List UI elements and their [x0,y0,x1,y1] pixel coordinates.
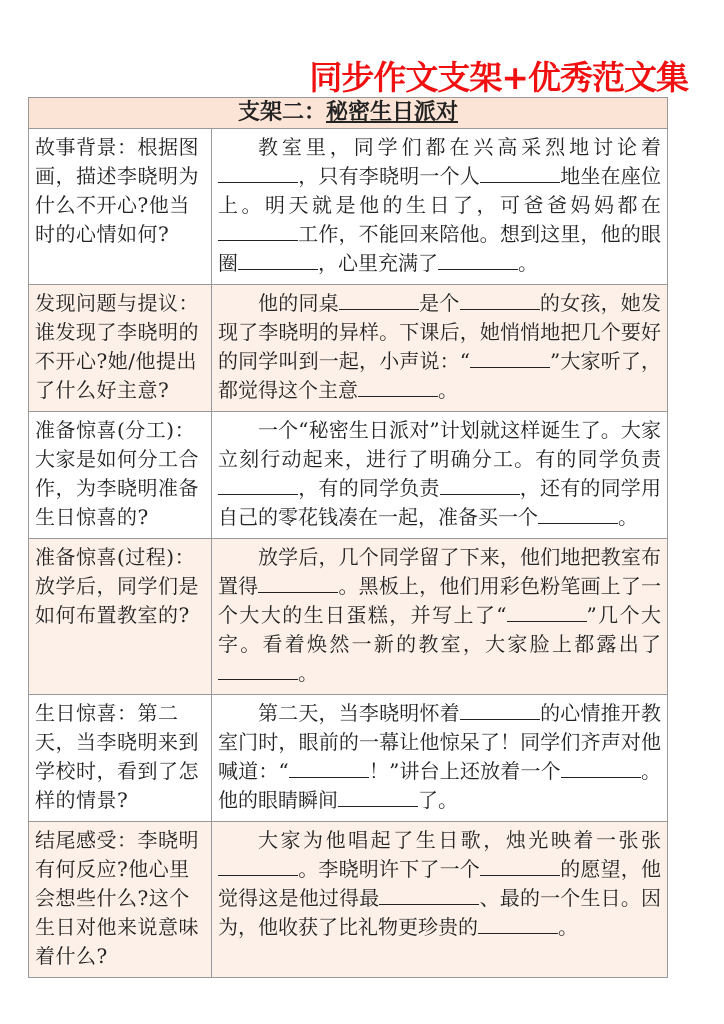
answer-text: 。 [518,251,538,275]
answer-text: 的愿望，他觉得这是他过得最 [218,857,661,910]
answer-text: 一个“秘密生日派对”计划就这样诞生了。大家立刻行动起来，进行了明确分工。有的同学负责 [218,418,661,471]
banner-title: 同步作文支架+优秀范文集 [309,58,688,97]
fill-in-blank[interactable] [478,913,558,934]
answer-cell [212,822,668,978]
answer-text: 。李晓明许下了一个 [298,857,480,881]
answer-paragraph [218,289,661,405]
prompt-question: 故事背景：根据图画，描述李晓明为什么不开心?他当时的心情如何? [29,129,212,285]
fill-in-blank[interactable] [561,757,641,778]
answer-text: 。 [558,915,578,939]
table-title-prefix: 支架二： [237,100,326,125]
answer-cell [212,695,668,822]
fill-in-blank[interactable] [338,786,418,807]
table-row [29,822,668,978]
answer-paragraph [218,826,661,942]
answer-cell [212,412,668,539]
answer-text: 的心情推开教室门时，眼前的一幕让他惊呆了！同学们齐声对他喊道：“ [218,701,661,783]
answer-cell [212,285,668,412]
answer-text: 第二天，当李晓明怀着 [258,701,460,725]
answer-text: 了。 [418,788,458,812]
prompt-question: 准备惊喜(分工)：大家是如何分工合作，为李晓明准备生日惊喜的? [29,412,212,539]
prompt-question: 准备惊喜(过程)：放学后，同学们是如何布置教室的? [29,539,212,695]
fill-in-blank[interactable] [339,289,419,310]
table-row [29,412,668,539]
fill-in-blank[interactable] [460,699,540,720]
answer-text: 工作，不能回来陪他。想到这里，他的眼圈 [218,222,661,275]
answer-text: ”大家听了，都觉得这个主意 [218,349,661,402]
table-row [29,129,668,285]
answer-paragraph [218,699,661,815]
table-title-main: 秘密生日派对 [326,100,459,125]
answer-paragraph [218,416,661,532]
fill-in-blank[interactable] [470,347,550,368]
fill-in-blank[interactable] [289,757,369,778]
fill-in-blank[interactable] [218,220,298,241]
writing-scaffold-table [28,97,668,978]
answer-text: 。 [298,661,318,685]
prompt-question: 发现问题与提议：谁发现了李晓明的不开心?她/他提出了什么好主意? [29,285,212,412]
fill-in-blank[interactable] [438,249,518,270]
answer-text: ！”讲台上还放着一个 [368,759,561,783]
fill-in-blank[interactable] [238,249,318,270]
table-header-row [29,98,668,129]
fill-in-blank[interactable] [480,855,560,876]
answer-paragraph [218,543,661,688]
fill-in-blank[interactable] [258,572,338,593]
answer-text: 。 [438,378,458,402]
table-row [29,695,668,822]
prompt-question: 生日惊喜：第二天，当李晓明来到学校时，看到了怎样的情景? [29,695,212,822]
table-title [29,98,668,129]
fill-in-blank[interactable] [460,289,540,310]
answer-text: ，心里充满了 [318,251,438,275]
fill-in-blank[interactable] [538,503,618,524]
fill-in-blank[interactable] [480,162,560,183]
fill-in-blank[interactable] [379,884,479,905]
answer-cell [212,129,668,285]
answer-text: ，还有的同学用自己的零花钱凑在一起，准备买一个 [218,476,662,529]
answer-text: ”几个大字。看着焕然一新的教室，大家脸上都露出了 [218,603,661,656]
answer-text: 。 [618,505,638,529]
fill-in-blank[interactable] [218,855,298,876]
fill-in-blank[interactable] [218,659,298,680]
answer-text: 、最的一个生日。因为，他收获了比礼物更珍贵的 [218,886,662,939]
table-row [29,285,668,412]
answer-text: 大家为他唱起了生日歌，烛光映着一张张 [258,828,661,852]
answer-text: 。黑板上，他们用彩色粉笔画上了一个大大的生日蛋糕，并写上了“ [218,574,662,627]
fill-in-blank[interactable] [440,474,520,495]
fill-in-blank[interactable] [358,376,438,397]
answer-text: 放学后，几个同学留了下来，他们地把教室布置得 [218,545,661,598]
fill-in-blank[interactable] [218,162,298,183]
fill-in-blank[interactable] [218,474,298,495]
answer-text: ，有的同学负责 [298,476,440,500]
answer-text: 他的同桌 [258,291,339,315]
answer-cell [212,539,668,695]
prompt-question: 结尾感受：李晓明有何反应?他心里会想些什么?这个生日对他来说意味着什么? [29,822,212,978]
table-row [29,539,668,695]
answer-text: 是个 [418,291,460,315]
answer-text: ，只有李晓明一个人 [298,164,480,188]
answer-text: 。他的眼睛瞬间 [218,759,661,812]
answer-text: 的女孩，她发现了李晓明的异样。下课后，她悄悄地把几个要好的同学叫到一起，小声说：“ [218,291,662,373]
answer-paragraph [218,133,661,278]
fill-in-blank[interactable] [507,601,587,622]
answer-text: 地坐在座位上。明天就是他的生日了，可爸爸妈妈都在 [218,164,661,217]
answer-text: 教室里，同学们都在兴高采烈地讨论着 [258,135,661,159]
